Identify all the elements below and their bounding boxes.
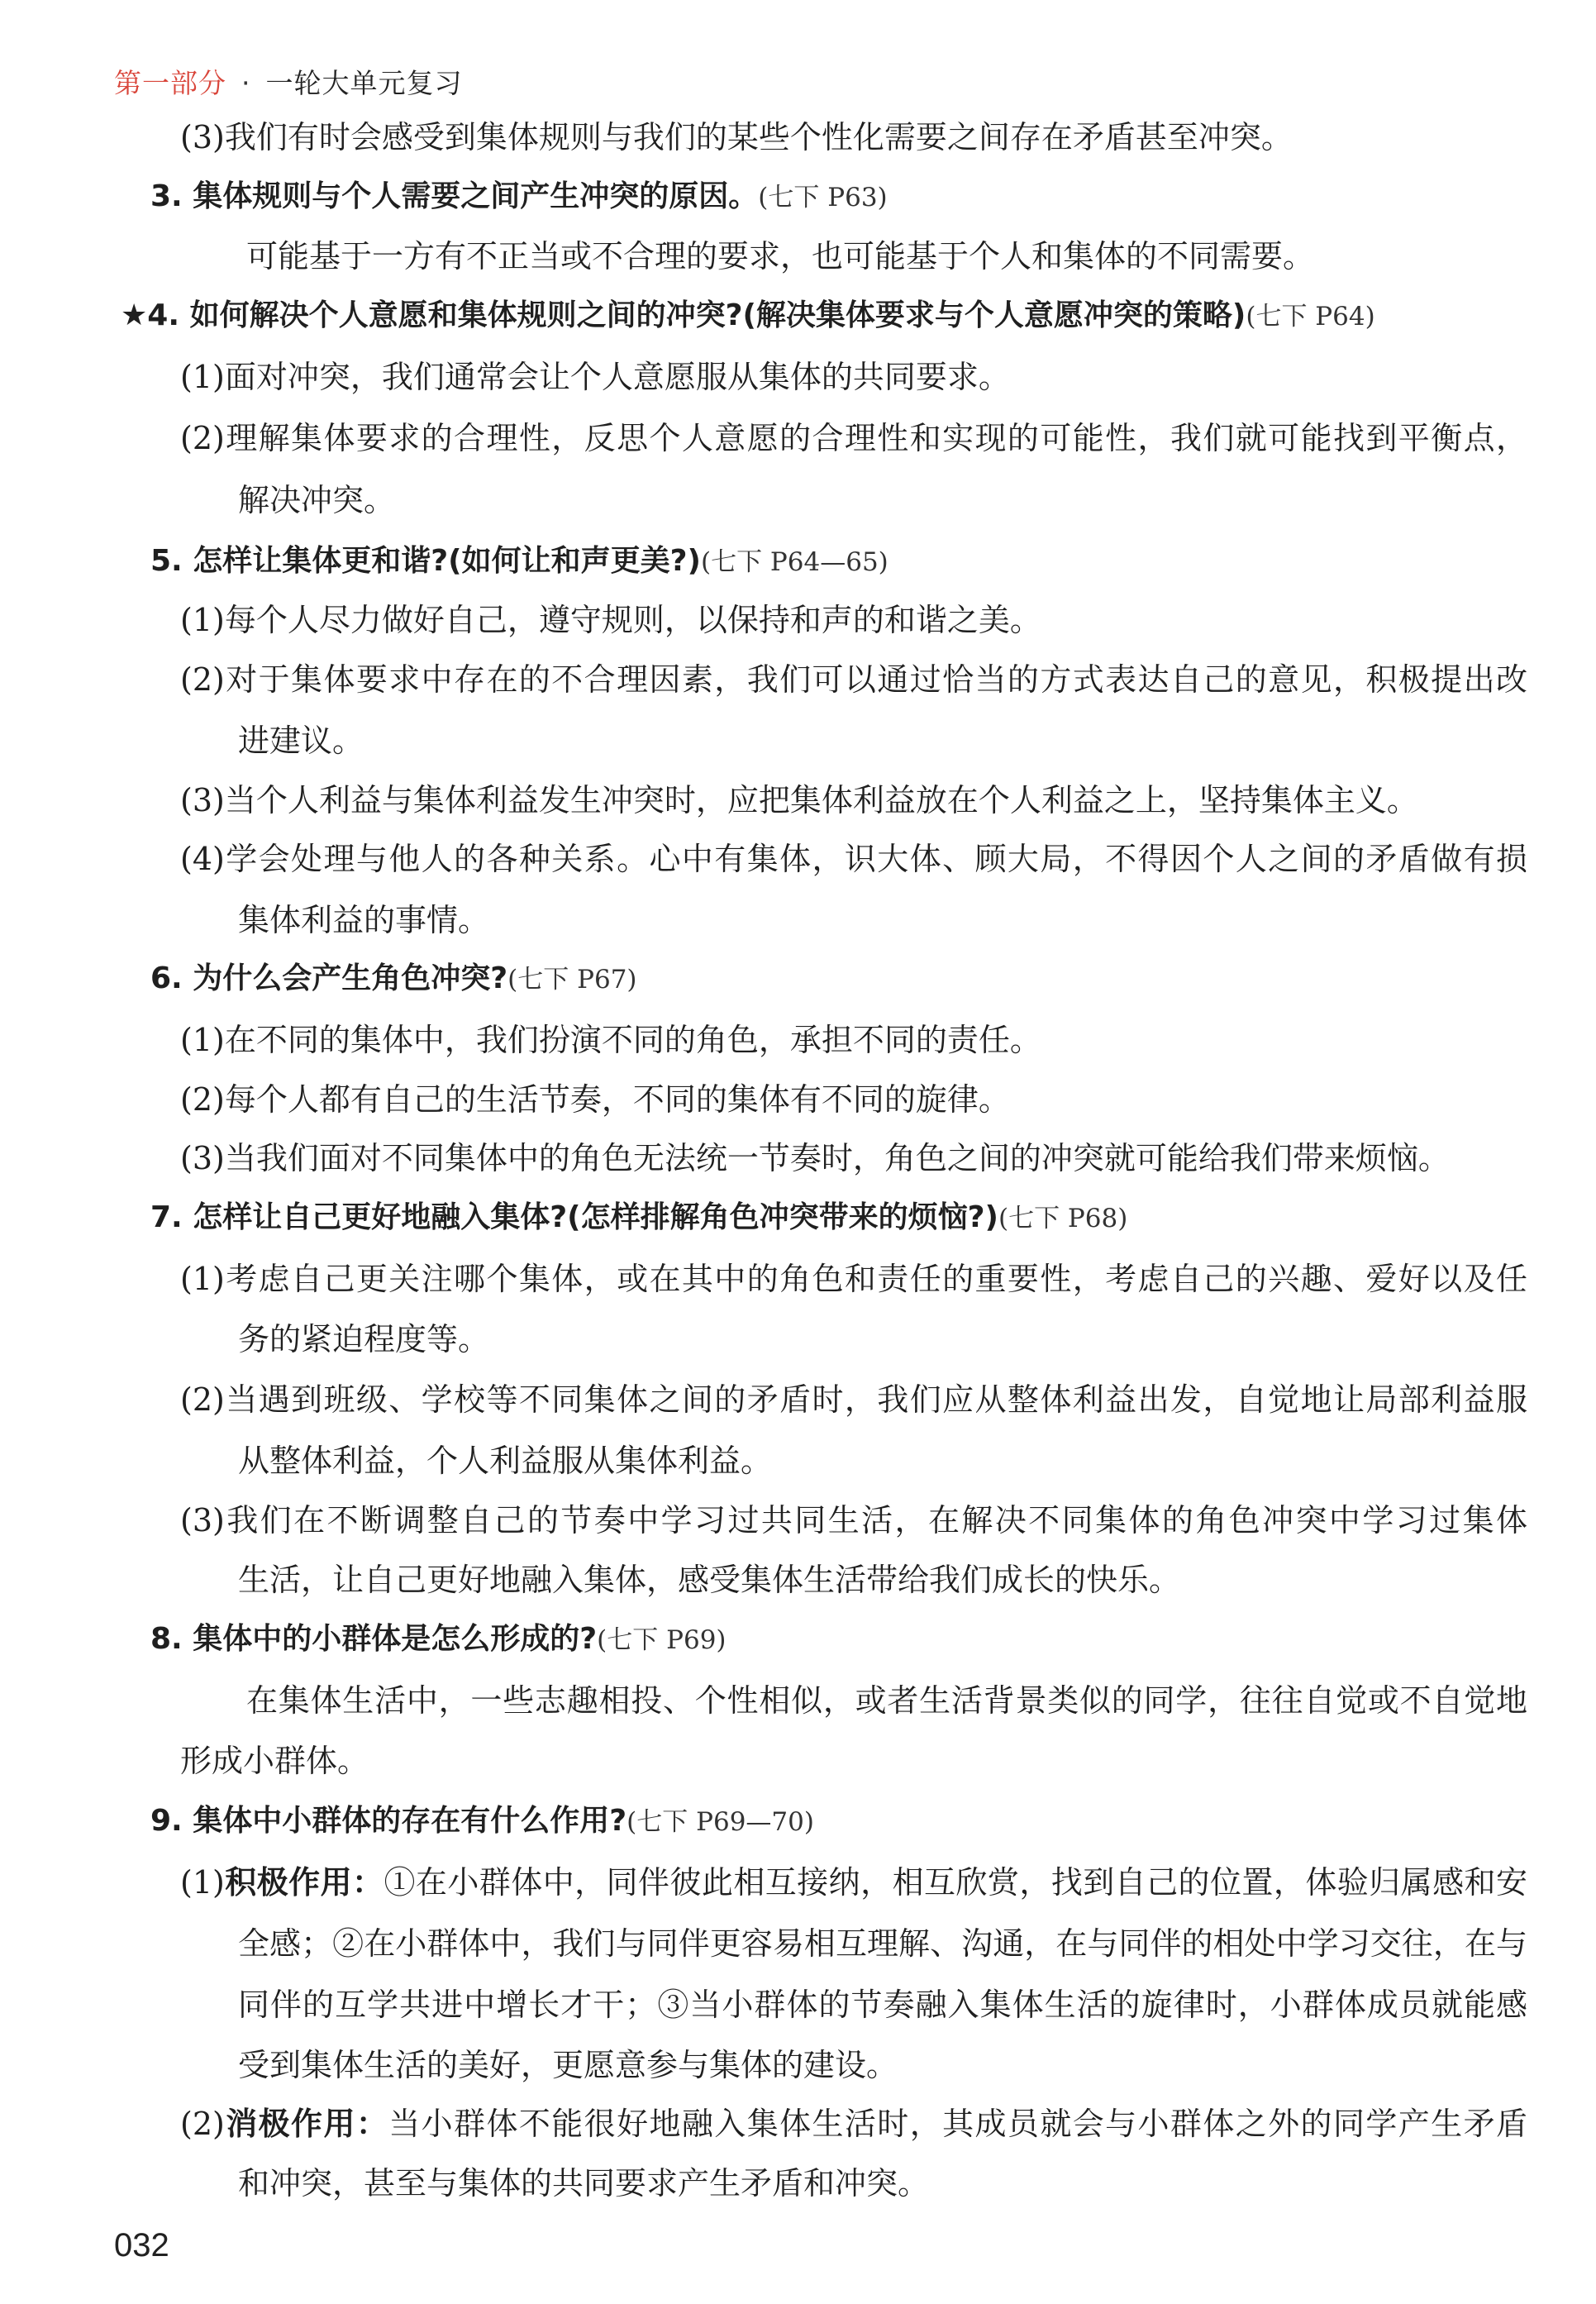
text-line: 解决冲突。 (238, 482, 396, 518)
page-number: 032 (114, 2227, 169, 2263)
text-line: (1)面对冲突，我们通常会让个人意愿服从集体的共同要求。 (180, 359, 1010, 395)
text-line: 形成小群体。 (180, 1743, 369, 1779)
text-line: (2)当遇到班级、学校等不同集体之间的矛盾时，我们应从整体利益出发，自觉地让局部利益服 (180, 1381, 1527, 1418)
running-header (114, 64, 463, 103)
question-heading: 3. 集体规则与个人需要之间产生冲突的原因。(七下 P63) (150, 179, 888, 213)
text-line: (3)我们在不断调整自己的节奏中学习过共同生活，在解决不同集体的角色冲突中学习过集体 (180, 1502, 1527, 1538)
header-separator: · (241, 67, 251, 99)
text-line: 和冲突，甚至与集体的共同要求产生矛盾和冲突。 (238, 2165, 930, 2201)
text-line: (3)当我们面对不同集体中的角色无法统一节奏时，角色之间的冲突就可能给我们带来烦恼。 (180, 1140, 1450, 1176)
text-line: 可能基于一方有不正当或不合理的要求，也可能基于个人和集体的不同需要。 (246, 238, 1315, 274)
text-line: 受到集体生活的美好，更愿意参与集体的建设。 (238, 2047, 898, 2083)
text-line: (2)消极作用：当小群体不能很好地融入集体生活时，其成员就会与小群体之外的同学产生矛盾 (180, 2106, 1527, 2142)
question-heading: 9. 集体中小群体的存在有什么作用?(七下 P69—70) (150, 1804, 814, 1838)
question-heading: 7. 怎样让自己更好地融入集体?(怎样排解角色冲突带来的烦恼?)(七下 P68) (150, 1200, 1128, 1234)
question-heading: 8. 集体中的小群体是怎么形成的?(七下 P69) (150, 1622, 727, 1656)
header-part: 第一部分 (114, 67, 226, 99)
text-line: 进建议。 (238, 723, 364, 759)
text-line: (1)每个人尽力做好自己，遵守规则，以保持和声的和谐之美。 (180, 602, 1041, 638)
text-line: 从整体利益，个人利益服从集体利益。 (238, 1443, 773, 1479)
text-line: (3)我们有时会感受到集体规则与我们的某些个性化需要之间存在矛盾甚至冲突。 (180, 119, 1293, 155)
header-unit: 一轮大单元复习 (265, 67, 463, 99)
question-heading: 5. 怎样让集体更和谐?(如何让和声更美?)(七下 P64—65) (150, 544, 889, 578)
text-line: (1)积极作用：①在小群体中，同伴彼此相互接纳，相互欣赏，找到自己的位置，体验归属感和安 (180, 1864, 1527, 1901)
text-line: 务的紧迫程度等。 (238, 1321, 490, 1357)
text-line: (1)考虑自己更关注哪个集体，或在其中的角色和责任的重要性，考虑自己的兴趣、爱好以及任 (180, 1261, 1527, 1297)
question-heading: ★4. 如何解决个人意愿和集体规则之间的冲突?(解决集体要求与个人意愿冲突的策略)(七下 P64) (121, 298, 1375, 332)
text-line: (2)每个人都有自己的生活节奏，不同的集体有不同的旋律。 (180, 1081, 1010, 1118)
text-line: 生活，让自己更好地融入集体，感受集体生活带给我们成长的快乐。 (238, 1562, 1181, 1598)
text-line: (2)对于集体要求中存在的不合理因素，我们可以通过恰当的方式表达自己的意见，积极提出改 (180, 661, 1527, 698)
text-line: (3)当个人利益与集体利益发生冲突时，应把集体利益放在个人利益之上，坚持集体主义。 (180, 782, 1418, 818)
text-line: 同伴的互学共进中增长才干；③当小群体的节奏融入集体生活的旋律时，小群体成员就能感 (238, 1987, 1527, 2023)
text-line: 在集体生活中，一些志趣相投、个性相似，或者生活背景类似的同学，往往自觉或不自觉地 (246, 1682, 1527, 1719)
text-line: 全感；②在小群体中，我们与同伴更容易相互理解、沟通，在与同伴的相处中学习交往，在与 (238, 1925, 1527, 1962)
text-line: 集体利益的事情。 (238, 902, 490, 938)
text-line: (1)在不同的集体中，我们扮演不同的角色，承担不同的责任。 (180, 1022, 1041, 1058)
text-line: (2)理解集体要求的合理性，反思个人意愿的合理性和实现的可能性，我们就可能找到平衡点， (180, 420, 1527, 456)
question-heading: 6. 为什么会产生角色冲突?(七下 P67) (150, 961, 637, 995)
text-line: (4)学会处理与他人的各种关系。心中有集体，识大体、顾大局，不得因个人之间的矛盾做有损 (180, 841, 1527, 877)
